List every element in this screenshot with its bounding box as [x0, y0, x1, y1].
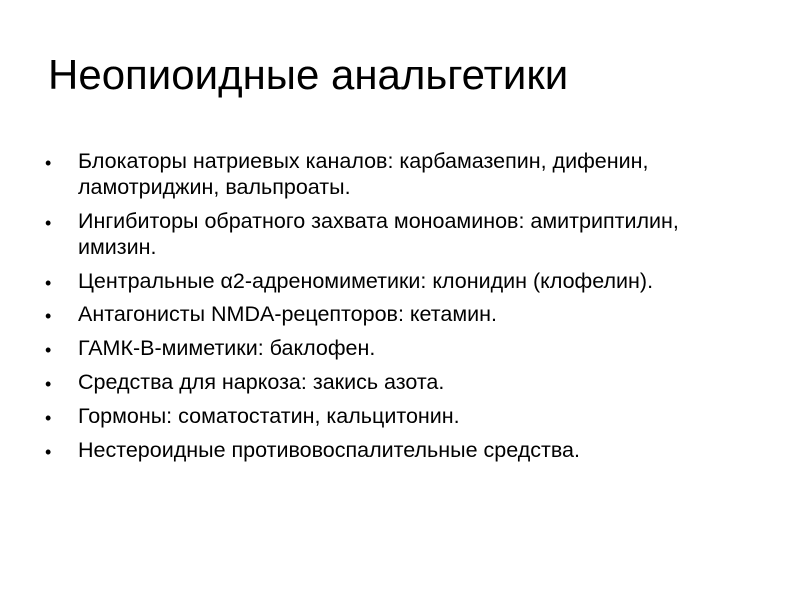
bullet-item	[45, 369, 745, 395]
bullet-dot-icon: •	[45, 441, 52, 462]
bullet-text: Блокаторы натриевых каналов: карбамазепин, дифенин, ламотриджин, вальпроаты.	[78, 149, 649, 199]
bullet-text: Центральные α2-адреномиметики: клонидин (клофелин).	[78, 268, 654, 293]
bullet-text: ГАМК-В-миметики: баклофен.	[78, 336, 376, 361]
bullet-text: Гормоны: соматостатин, кальцитонин.	[78, 403, 460, 428]
bullet-item	[45, 437, 745, 463]
bullet-item	[45, 301, 745, 327]
bullet-item	[45, 268, 745, 294]
bullet-text: Антагонисты NMDA-рецепторов: кетамин.	[78, 302, 497, 327]
slide-title: Неопиоидные анальгетики	[48, 51, 569, 98]
bullet-item	[45, 335, 745, 361]
bullet-item	[45, 148, 745, 200]
bullet-text: Нестероидные противовоспалительные средства.	[78, 437, 580, 462]
bullet-item	[45, 208, 745, 260]
bullet-dot-icon: •	[45, 407, 52, 428]
bullet-text: Средства для наркоза: закись азота.	[78, 369, 445, 394]
bullet-dot-icon: •	[45, 306, 52, 327]
bullet-item	[45, 403, 745, 429]
bullet-dot-icon: •	[45, 272, 52, 293]
bullet-dot-icon: •	[45, 373, 52, 394]
bullet-dot-icon: •	[45, 212, 52, 233]
bullet-dot-icon: •	[45, 153, 52, 173]
bullet-list	[45, 148, 745, 470]
bullet-text: Ингибиторы обратного захвата моноаминов: амитриптилин, имизин.	[78, 208, 679, 259]
bullet-dot-icon: •	[45, 340, 52, 361]
